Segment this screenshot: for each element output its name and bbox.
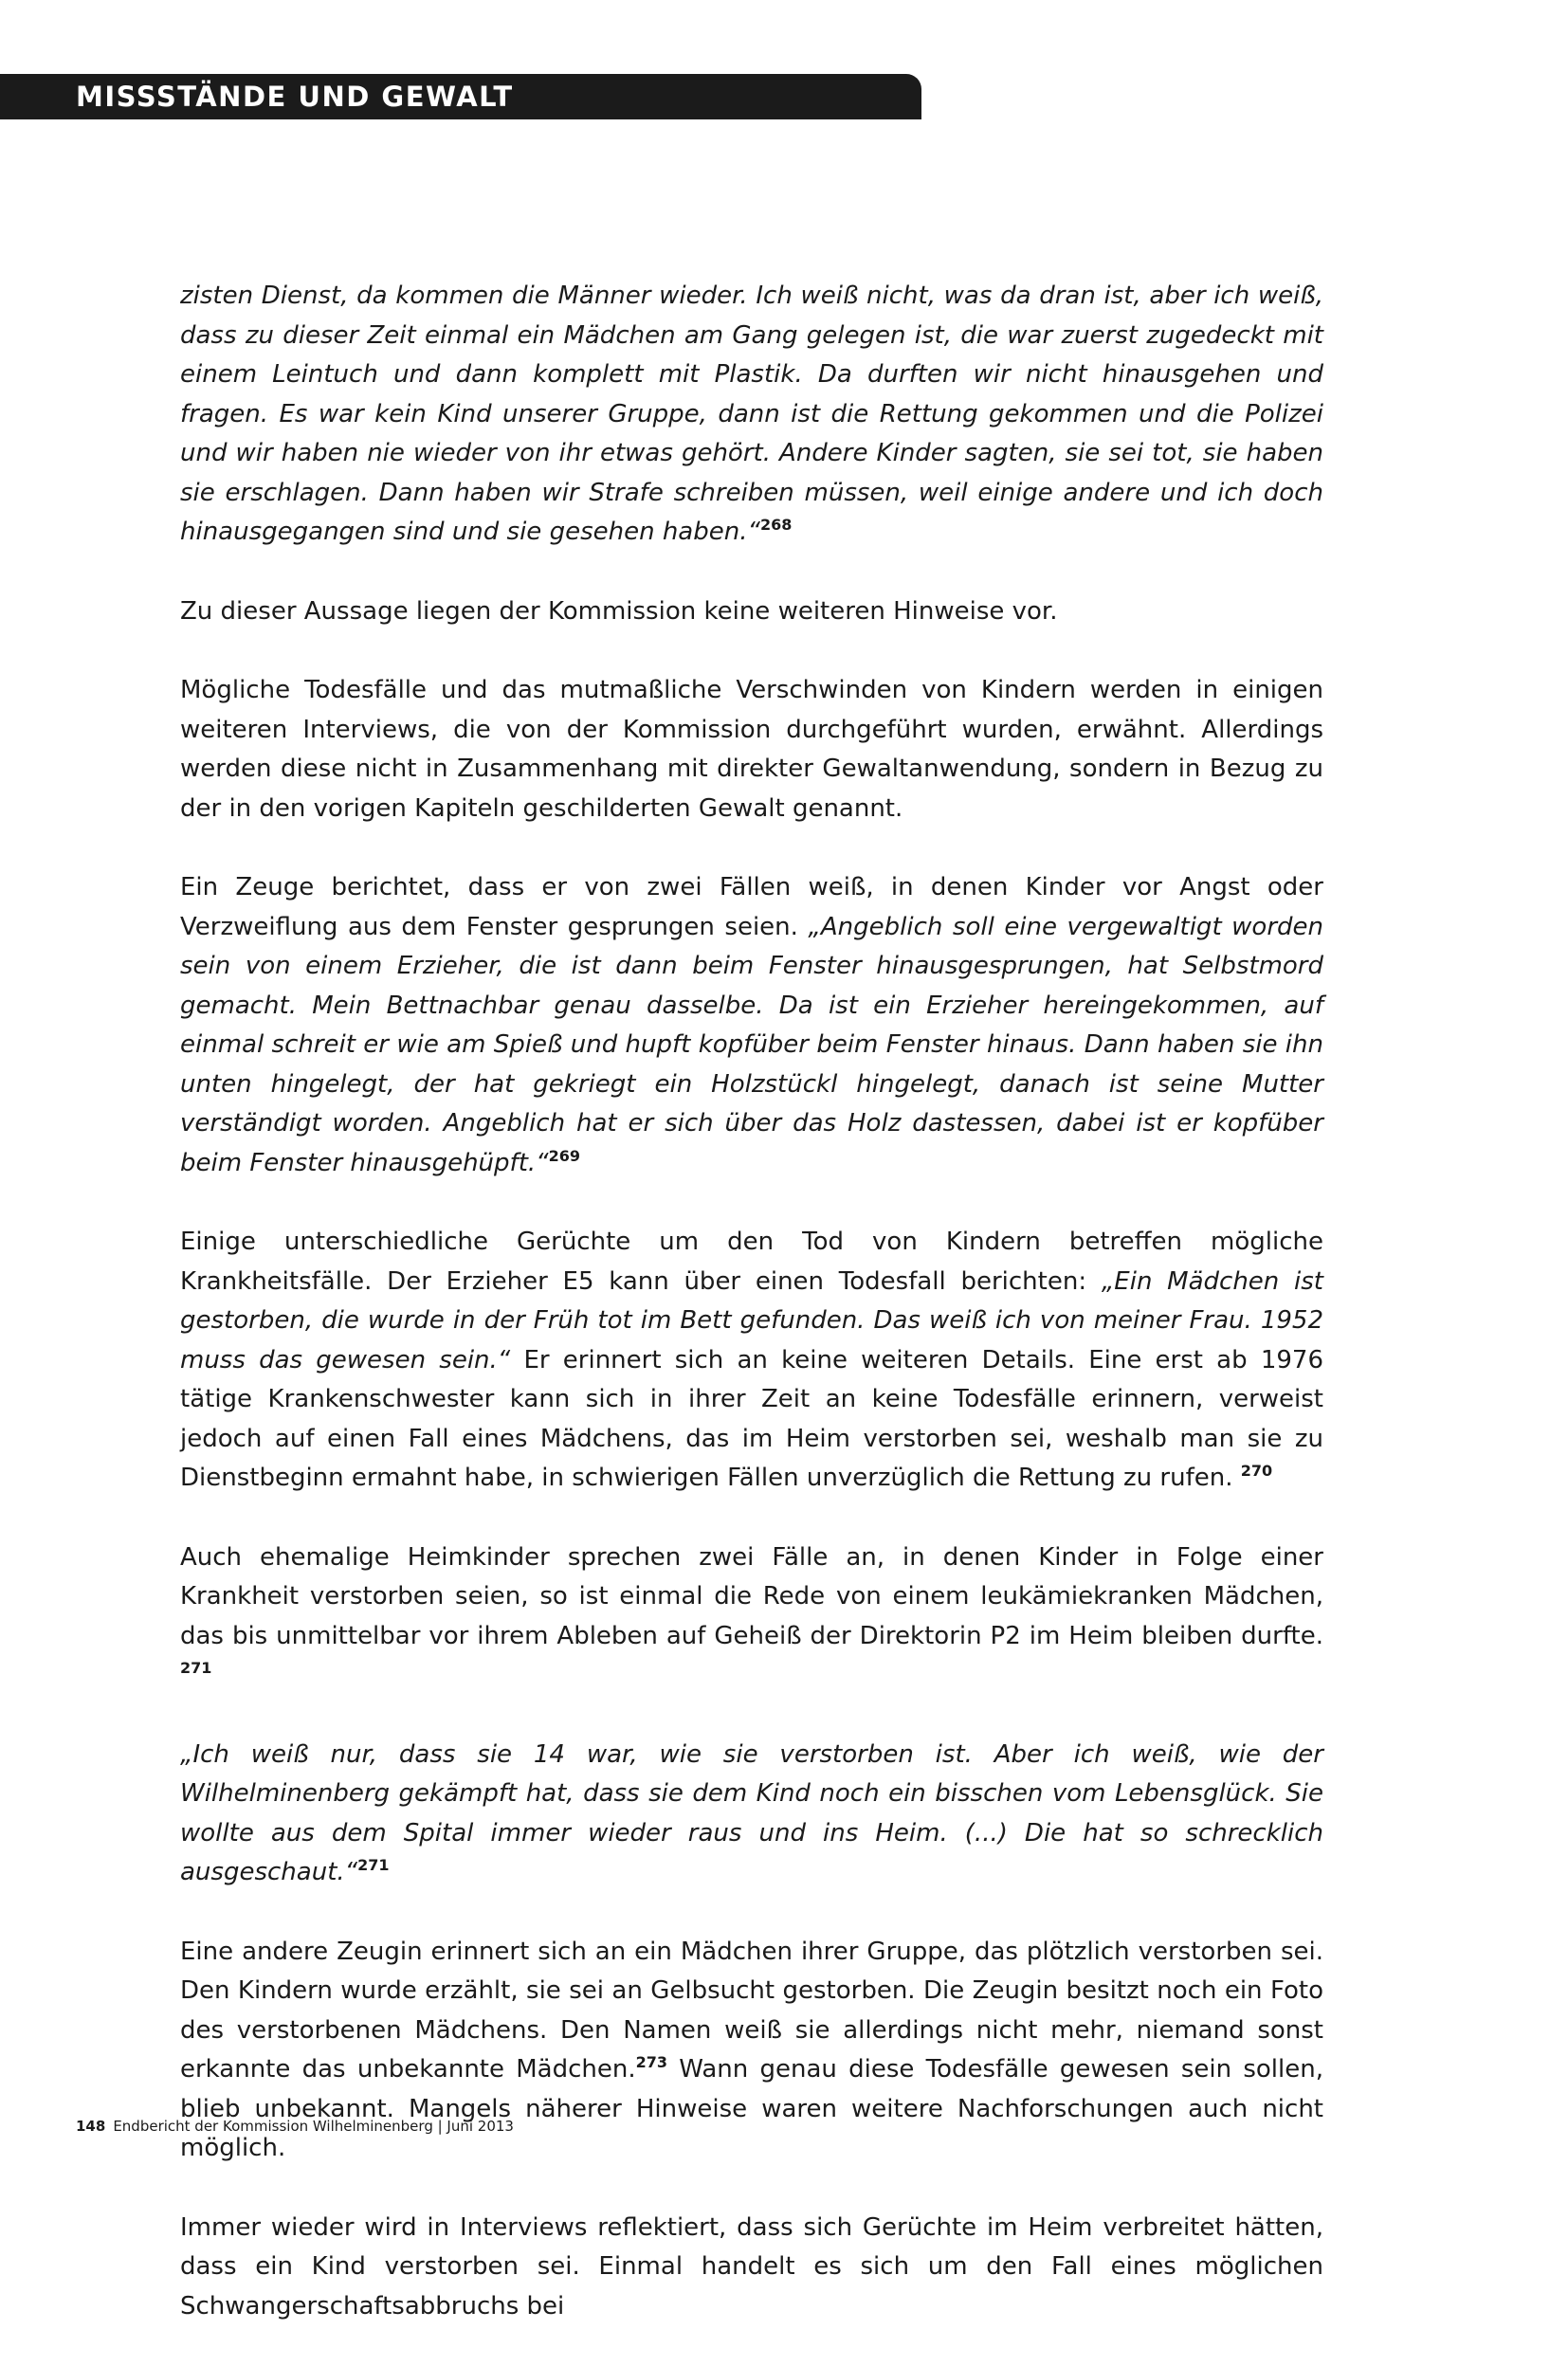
page-footer — [76, 2117, 514, 2136]
text: Er erinnert sich an keine weiteren Details. Eine erst ab 1976 tätige Krankenschwester kann sich in ihrer Zeit an keine Todesfälle erinnern, verweist jedoch auf einen Fall eines Mädchens, das im Heim verstorben sei, weshalb man sie zu Dienstbeginn ermahnt habe, in schwierigen Fällen unverzüglich die Rettung zu rufen. — [180, 1345, 1323, 1492]
paragraph-3: Mögliche Todesfälle und das mutmaßliche Verschwinden von Kindern werden in einigen weiteren Interviews, die von der Kommission durchgeführt wurden, erwähnt. Allerdings werden diese nicht in Zusammenhang mit direkter Gewaltanwendung, sondern in Bezug zu der in den vorigen Kapiteln geschilderten Gewalt genannt. — [180, 676, 1323, 823]
footer-text: Endbericht der Kommission Wilhelminenberg | Juni 2013 — [113, 2118, 514, 2135]
paragraph-4 — [180, 868, 1323, 1183]
quote: zisten Dienst, da kommen die Männer wieder. Ich weiß nicht, was da dran ist, aber ich weiß, dass zu dieser Zeit einmal ein Mädchen am Gang gelegen ist, die war zuerst zugedeckt mit einem Leintuch und dann komplett mit Plastik. Da durften wir nicht hinausgehen und fragen. Es war kein Kind unserer Gruppe, dann ist die Rettung gekommen und die Polizei und wir haben nie wieder von ihr etwas gehört. Andere Kinder sagten, sie sei tot, sie haben sie erschlagen. Dann haben wir Strafe schreiben müssen, weil einige andere und ich doch hinausgegangen sind und sie gesehen haben.“ — [180, 282, 1323, 546]
footnote-ref: 271 — [180, 1659, 212, 1677]
text: Einige unterschiedliche Gerüchte um den Tod von Kindern betreffen mögliche Krankheitsfälle. Der Erzieher E5 kann über einen Todesfall berichten: — [180, 1228, 1323, 1296]
footnote-ref: 273 — [635, 2053, 668, 2071]
quote: „Angeblich soll eine vergewaltigt worden sein von einem Erzieher, die ist dann beim Fenster hinausgesprungen, hat Selbstmord gemacht. Mein Bettnachbar genau dasselbe. Da ist ein Erzieher hereingekommen, auf einmal schreit er wie am Spieß und hupft kopfüber beim Fenster hinaus. Dann haben sie ihn unten hingelegt, der hat gekriegt ein Holzstückl hingelegt, danach ist seine Mutter verständigt worden. Angeblich hat er sich über das Holz dastessen, dabei ist er kopfüber beim Fenster hinausgehüpft.“ — [180, 912, 1323, 1177]
paragraph-9: Immer wieder wird in Interviews reflektiert, dass sich Gerüchte im Heim verbreitet hätten, dass ein Kind verstorben sei. Einmal handelt es sich um den Fall eines möglichen Schwangerschaftsabbruchs bei — [180, 2212, 1323, 2320]
section-title: MISSSTÄNDE UND GEWALT — [76, 81, 514, 113]
main-text — [180, 277, 1323, 2366]
quote: „Ich weiß nur, dass sie 14 war, wie sie verstorben ist. Aber ich weiß, wie der Wilhelminenberg gekämpft hat, dass sie dem Kind noch ein bisschen vom Lebensglück. Sie wollte aus dem Spital immer wieder raus und ins Heim. (...) Die hat so schrecklich ausgeschaut.“ — [180, 1739, 1323, 1886]
text: Auch ehemalige Heimkinder sprechen zwei Fälle an, in denen Kinder in Folge einer Krankheit verstorben seien, so ist einmal die Rede von einem leukämiekranken Mädchen, das bis unmittelbar vor ihrem Ableben auf Geheiß der Direktorin P2 im Heim bleiben durfte. — [180, 1542, 1323, 1650]
text: Eine andere Zeugin erinnert sich an ein Mädchen ihrer Gruppe, das plötzlich verstorben sei. Den Kindern wurde erzählt, sie sei an Gelbsucht gestorben. Die Zeugin besitzt noch ein Foto des verstorbenen Mädchens. Den Namen weiß sie allerdings nicht mehr, niemand sonst erkannte das unbekannte Mädchen. — [180, 1937, 1323, 2084]
page-number: 148 — [76, 2118, 106, 2135]
paragraph-6 — [180, 1538, 1323, 1696]
quote: „Ein Mädchen ist gestorben, die wurde in der Früh tot im Bett gefunden. Das weiß ich von meiner Frau. 1952 muss das gewesen sein.“ — [180, 1266, 1323, 1374]
paragraph-5 — [180, 1223, 1323, 1499]
text: Wann genau diese Todesfälle gewesen sein sollen, blieb unbekannt. Mangels näherer Hinweise waren weitere Nachforschungen auch nicht möglich. — [180, 2055, 1323, 2162]
footnote-ref: 271 — [357, 1856, 390, 1874]
paragraph-7 — [180, 1736, 1323, 1893]
footnote-ref: 270 — [1240, 1462, 1273, 1480]
paragraph-2: Zu dieser Aussage liegen der Kommission keine weiteren Hinweise vor. — [180, 596, 1058, 626]
text: Ein Zeuge berichtet, dass er von zwei Fällen weiß, in denen Kinder vor Angst oder Verzweiflung aus dem Fenster gesprungen seien. — [180, 873, 1323, 941]
paragraph-1 — [180, 277, 1323, 553]
footnote-ref: 269 — [548, 1146, 581, 1165]
footnote-ref: 268 — [759, 516, 793, 534]
